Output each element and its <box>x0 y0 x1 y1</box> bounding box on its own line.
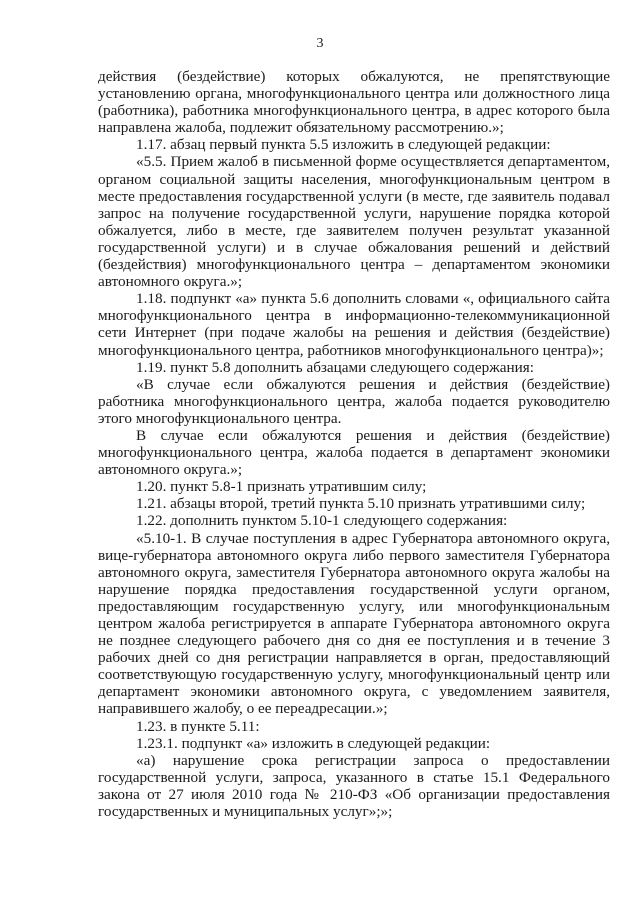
paragraph-item-1-21: 1.21. абзацы второй, третий пункта 5.10 признать утратившими силу; <box>136 495 586 513</box>
paragraph-continuation: действия (бездействие) которых обжалуются, не препятствующие установлению органа, многофункционального центра или должностного лица (работника), работника многофункционального центра, в адрес которого была направлена жалоба, подлежит обязательному рассмотрению.»; <box>98 68 610 137</box>
paragraph-quote-center: В случае если обжалуются решения и действия (бездействие) многофункционального центра, жалоба подается в департамент экономики автономного округа.»; <box>98 426 610 479</box>
paragraph-quote-subitem-a: «а) нарушение срока регистрации запроса о предоставлении государственной услуги, запроса, указанного в статье 15.1 Федерального закона от 27 июля 2010 года № 210-ФЗ «Об организации предоставления государственных и муниципальных услуг»;»; <box>98 751 610 821</box>
paragraph-item-1-22: 1.22. дополнить пунктом 5.10-1 следующего содержания: <box>136 512 508 530</box>
paragraph-quote-5-10-1: «5.10-1. В случае поступления в адрес Губернатора автономного округа, вице-губернатора автономного округа либо первого заместителя Губернатора автономного округа, заместителя Губернатора автономного округа жалобы на нарушение порядка предоставления государственной услуги органом, предоставляющим государственную услугу, или многофункциональным центром жалоба регистрируется в аппарате Губернатора автономного округа не позднее следующего рабочего дня со дня ее поступления и в течение 3 рабочих дней со дня регистрации направляется в орган, предоставляющий соответствующую государственную услугу, многофункциональный центр или департамент экономики автономного округа, с уведомлением заявителя, направившего жалобу, о ее переадресации.»; <box>98 529 610 718</box>
page-number: 3 <box>316 36 324 51</box>
paragraph-quote-5-5: «5.5. Прием жалоб в письменной форме осуществляется департаментом, органом социальной защиты населения, многофункциональным центром в месте предоставления государственной услуги (в месте, где заявитель подавал запрос на получение государственной услуги, нарушение порядка которой обжалуется, либо в месте, где заявителем получен результат указанной государственной услуги) и в случае обжалования решений и действий (бездействия) многофункционального центра – департаментом экономики автономного округа.»; <box>98 153 610 291</box>
paragraph-item-1-23-1: 1.23.1. подпункт «а» изложить в следующей редакции: <box>136 734 491 752</box>
paragraph-item-1-17: 1.17. абзац первый пункта 5.5 изложить в следующей редакции: <box>136 136 551 154</box>
paragraph-item-1-18: 1.18. подпункт «а» пункта 5.6 дополнить словами «, официального сайта многофункционального центра в информационно-телекоммуникационной сети Интернет (при подаче жалобы на решения и действия (бездействие) многофункционального центра, работников многофункционального центра)»; <box>98 290 610 359</box>
document-body <box>98 68 610 820</box>
paragraph-item-1-23: 1.23. в пункте 5.11: <box>136 717 260 735</box>
paragraph-item-1-20: 1.20. пункт 5.8-1 признать утратившим силу; <box>136 478 427 496</box>
paragraph-quote-worker: «В случае если обжалуются решения и действия (бездействие) работника многофункционального центра, жалоба подается руководителю этого многофункционального центра. <box>98 375 610 427</box>
paragraph-item-1-19: 1.19. пункт 5.8 дополнить абзацами следующего содержания: <box>136 358 534 376</box>
